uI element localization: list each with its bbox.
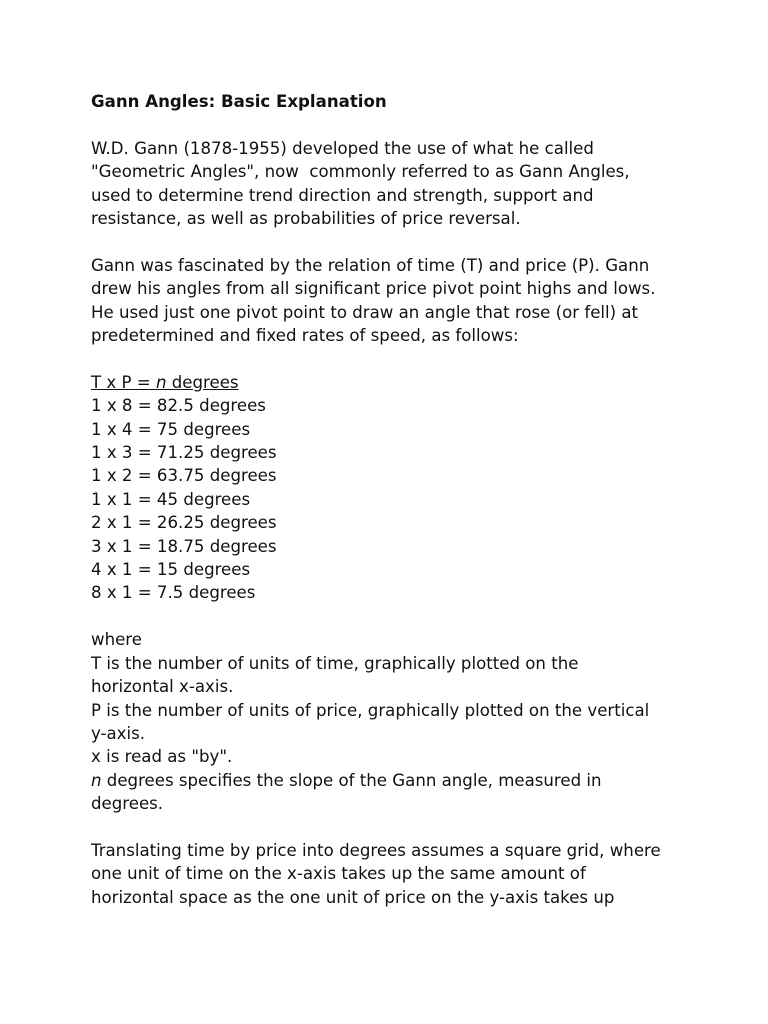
where-label: where	[91, 630, 142, 650]
definitions-block	[91, 628, 731, 815]
intro-line: resistance, as well as probabilities of price reversal.	[91, 209, 521, 229]
ratio-item: 2 x 1 = 26.25 degrees	[91, 513, 277, 533]
ratio-item: 1 x 8 = 82.5 degrees	[91, 396, 266, 416]
ratio-item: 1 x 3 = 71.25 degrees	[91, 443, 277, 463]
definition-line: horizontal x-axis.	[91, 677, 234, 697]
intro-paragraph	[91, 137, 731, 231]
n-definition-line	[91, 769, 731, 792]
ratio-item: 3 x 1 = 18.75 degrees	[91, 536, 277, 556]
second-line: He used just one pivot point to draw an angle that rose (or fell) at	[91, 302, 639, 322]
definition-line: T is the number of units of time, graphically plotted on the	[91, 653, 579, 673]
closing-line: horizontal space as the one unit of price on the y-axis takes up	[91, 887, 615, 907]
intro-line: used to determine trend direction and strength, support and	[91, 185, 594, 205]
closing-paragraph	[91, 839, 731, 909]
n-definition-cont: degrees.	[91, 794, 164, 814]
ratio-item: 1 x 1 = 45 degrees	[91, 489, 251, 509]
intro-line: "Geometric Angles", now commonly referred to as Gann Angles,	[91, 162, 630, 182]
ratio-item: 8 x 1 = 7.5 degrees	[91, 583, 256, 603]
n-definition-text: degrees specifies the slope of the Gann angle, measured in	[101, 770, 602, 790]
document-page	[91, 90, 731, 933]
ratio-item: 1 x 2 = 63.75 degrees	[91, 466, 277, 486]
ratio-item: 1 x 4 = 75 degrees	[91, 419, 251, 439]
formula-header	[91, 371, 731, 394]
intro-line: W.D. Gann (1878-1955) developed the use of what he called	[91, 138, 594, 158]
formula-suffix: degrees	[166, 372, 239, 392]
document-title: Gann Angles: Basic Explanation	[91, 92, 387, 111]
formula-variable-n: n	[155, 372, 167, 392]
second-line: predetermined and fixed rates of speed, as follows:	[91, 326, 519, 346]
definition-line: y-axis.	[91, 723, 146, 743]
ratio-list	[91, 371, 731, 605]
ratio-item: 4 x 1 = 15 degrees	[91, 560, 251, 580]
second-line: Gann was fascinated by the relation of time (T) and price (P). Gann	[91, 255, 650, 275]
closing-line: one unit of time on the x-axis takes up the same amount of	[91, 864, 586, 884]
second-paragraph	[91, 254, 731, 348]
n-variable: n	[91, 770, 102, 790]
definition-line: x is read as "by".	[91, 747, 233, 767]
definition-line: P is the number of units of price, graphically plotted on the vertical	[91, 700, 650, 720]
second-line: drew his angles from all significant price pivot point highs and lows.	[91, 279, 656, 299]
formula-prefix: T x P =	[91, 372, 156, 392]
closing-line: Translating time by price into degrees assumes a square grid, where	[91, 840, 661, 860]
